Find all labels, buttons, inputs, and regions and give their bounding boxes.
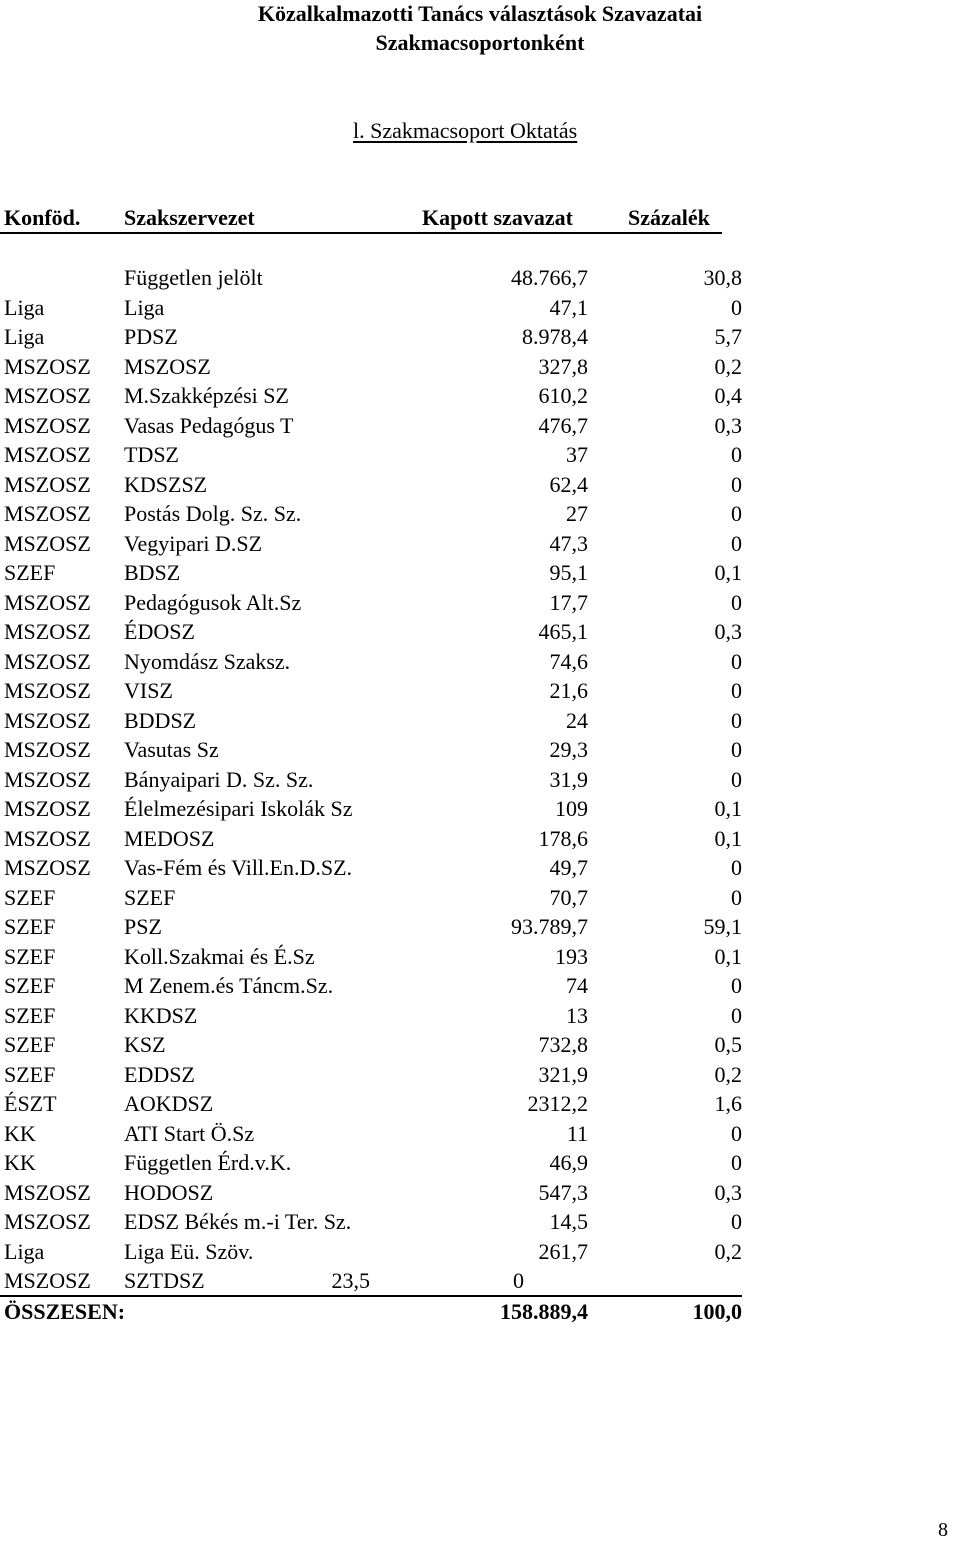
cell-szazalek: 30,8 — [703, 265, 742, 290]
cell-konfod: Liga — [4, 294, 45, 320]
table-row — [0, 352, 960, 382]
cell-szakszervezet: Vasutas Sz — [124, 737, 219, 762]
cell-szakszervezet: Független jelölt — [124, 265, 263, 290]
cell-kapott-szavazat: 23,5 — [331, 1268, 370, 1293]
cell-kapott-szavazat: 178,6 — [538, 825, 588, 851]
cell-kapott-szavazat: 93.789,7 — [511, 914, 588, 939]
cell-szakszervezet: Liga Eü. Szöv. — [124, 1238, 254, 1264]
cell-konfod: MSZOSZ — [4, 766, 91, 792]
cell-konfod: MSZOSZ — [4, 825, 91, 851]
cell-szazalek: 0 — [731, 530, 742, 556]
table-body — [0, 263, 960, 1327]
cell-szakszervezet: M.Szakképzési SZ — [124, 383, 289, 408]
cell-szakszervezet: TDSZ — [124, 442, 179, 467]
cell-konfod: MSZOSZ — [4, 471, 91, 497]
cell-kapott-szavazat: 21,6 — [549, 678, 588, 703]
cell-szakszervezet: EDSZ Békés m.-i Ter. Sz. — [124, 1209, 352, 1234]
cell-szazalek: 0,4 — [714, 383, 742, 408]
table-row — [0, 1030, 960, 1060]
table-row — [0, 706, 960, 736]
table-row — [0, 912, 960, 942]
table-row — [0, 470, 960, 500]
cell-szakszervezet: ATI Start Ö.Sz — [124, 1120, 255, 1146]
cell-szakszervezet: SZEF — [124, 884, 176, 910]
cell-konfod: KK — [4, 1150, 36, 1175]
cell-szakszervezet: Nyomdász Szaksz. — [124, 648, 291, 674]
cell-konfod: MSZOSZ — [4, 1268, 91, 1293]
page-number: 8 — [938, 1519, 948, 1541]
cell-szazalek: 0 — [731, 678, 742, 703]
cell-konfod: MSZOSZ — [4, 1209, 91, 1234]
table-row — [0, 853, 960, 883]
cell-kapott-szavazat: 74 — [566, 973, 588, 998]
cell-kapott-szavazat: 29,3 — [549, 737, 588, 762]
cell-kapott-szavazat: 193 — [555, 943, 588, 969]
cell-konfod: SZEF — [4, 973, 56, 998]
cell-szazalek: 0 — [731, 1150, 742, 1175]
table-row — [0, 588, 960, 618]
cell-kapott-szavazat: 27 — [566, 501, 588, 526]
cell-kapott-szavazat: 37 — [566, 442, 588, 467]
cell-szazalek: 0,2 — [714, 1238, 742, 1264]
cell-kapott-szavazat: 261,7 — [538, 1238, 588, 1264]
cell-szakszervezet: Postás Dolg. Sz. Sz. — [124, 501, 302, 526]
table-row — [0, 971, 960, 1001]
table-row — [0, 529, 960, 559]
cell-szakszervezet: KSZ — [124, 1032, 166, 1057]
table-row — [0, 322, 960, 352]
cell-kapott-szavazat: 24 — [566, 707, 588, 733]
cell-kapott-szavazat: 465,1 — [538, 619, 588, 644]
cell-kapott-szavazat: 327,8 — [538, 353, 588, 379]
cell-kapott-szavazat: 49,7 — [549, 855, 588, 880]
cell-szakszervezet: Vegyipari D.SZ — [124, 530, 263, 556]
table-row — [0, 765, 960, 795]
cell-konfod: MSZOSZ — [4, 353, 91, 379]
cell-szakszervezet: ÉDOSZ — [124, 619, 195, 644]
cell-konfod: MSZOSZ — [4, 796, 91, 821]
cell-konfod: MSZOSZ — [4, 648, 91, 674]
table-row — [0, 1237, 960, 1267]
cell-szakszervezet: MEDOSZ — [124, 825, 215, 851]
cell-konfod: MSZOSZ — [4, 383, 91, 408]
cell-konfod: MSZOSZ — [4, 678, 91, 703]
cell-szakszervezet: EDDSZ — [124, 1061, 195, 1087]
cell-szazalek: 0 — [731, 1209, 742, 1234]
cell-szazalek: 0,3 — [714, 619, 742, 644]
cell-kapott-szavazat: 476,7 — [538, 412, 588, 438]
cell-kapott-szavazat: 8.978,4 — [522, 324, 588, 349]
cell-kapott-szavazat: 48.766,7 — [511, 265, 588, 290]
cell-szazalek: 0 — [513, 1268, 524, 1293]
cell-konfod: ÉSZT — [4, 1091, 57, 1116]
cell-szazalek: 0,5 — [714, 1032, 742, 1057]
table-row — [0, 440, 960, 470]
table-row — [0, 263, 960, 293]
cell-szakszervezet: Koll.Szakmai és É.Sz — [124, 943, 315, 969]
cell-szazalek: 0 — [731, 648, 742, 674]
cell-szazalek: 0,1 — [714, 796, 742, 821]
total-percent: 100,0 — [692, 1298, 742, 1324]
cell-kapott-szavazat: 17,7 — [549, 589, 588, 615]
cell-szazalek: 0 — [731, 501, 742, 526]
header-szakszervezet: Szakszervezet — [124, 205, 255, 230]
document-subtitle: Szakmacsoportonként — [375, 30, 585, 55]
cell-konfod: SZEF — [4, 884, 56, 910]
cell-szazalek: 0 — [731, 766, 742, 792]
table-row — [0, 942, 960, 972]
cell-szakszervezet: MSZOSZ — [124, 353, 211, 379]
cell-szakszervezet: KDSZSZ — [124, 471, 208, 497]
cell-szakszervezet: HODOSZ — [124, 1179, 214, 1205]
cell-konfod: MSZOSZ — [4, 619, 91, 644]
table-row — [0, 1119, 960, 1149]
cell-szazalek: 0 — [731, 294, 742, 320]
cell-konfod: SZEF — [4, 943, 56, 969]
table-row — [0, 1207, 960, 1237]
table-row — [0, 1060, 960, 1090]
cell-kapott-szavazat: 31,9 — [549, 766, 588, 792]
table-row — [0, 676, 960, 706]
header-kapott-szavazat: Kapott szavazat — [422, 205, 573, 230]
cell-konfod: SZEF — [4, 914, 56, 939]
cell-konfod: MSZOSZ — [4, 737, 91, 762]
cell-szazalek: 0,1 — [714, 943, 742, 969]
cell-szakszervezet: Pedagógusok Alt.Sz — [124, 589, 302, 615]
table-row — [0, 381, 960, 411]
cell-konfod: SZEF — [4, 1032, 56, 1057]
cell-szazalek: 0,3 — [714, 1179, 742, 1205]
cell-kapott-szavazat: 70,7 — [549, 884, 588, 910]
header-szazalek: Százalék — [628, 205, 710, 230]
cell-konfod: SZEF — [4, 560, 56, 585]
total-votes: 158.889,4 — [500, 1298, 588, 1324]
cell-konfod: Liga — [4, 324, 45, 349]
table-row — [0, 1266, 742, 1297]
cell-szakszervezet: Bányaipari D. Sz. Sz. — [124, 766, 314, 792]
cell-kapott-szavazat: 2312,2 — [527, 1091, 588, 1116]
table-row — [0, 883, 960, 913]
cell-szazalek: 0 — [731, 1120, 742, 1146]
cell-szazalek: 5,7 — [714, 324, 742, 349]
cell-kapott-szavazat: 74,6 — [549, 648, 588, 674]
cell-kapott-szavazat: 14,5 — [549, 1209, 588, 1234]
table-row — [0, 558, 960, 588]
cell-szakszervezet: BDSZ — [124, 560, 181, 585]
cell-szazalek: 0 — [731, 973, 742, 998]
section-title: l. Szakmacsoport Oktatás — [353, 118, 578, 143]
cell-szakszervezet: PSZ — [124, 914, 162, 939]
cell-kapott-szavazat: 610,2 — [538, 383, 588, 408]
cell-szazalek: 1,6 — [714, 1091, 742, 1116]
cell-kapott-szavazat: 321,9 — [538, 1061, 588, 1087]
cell-konfod: MSZOSZ — [4, 501, 91, 526]
total-label: ÖSSZESEN: — [4, 1298, 126, 1324]
cell-kapott-szavazat: 47,1 — [549, 294, 588, 320]
table-header — [0, 204, 722, 234]
cell-kapott-szavazat: 11 — [566, 1120, 588, 1146]
total-row — [0, 1297, 960, 1327]
cell-szazalek: 0 — [731, 589, 742, 615]
cell-konfod: MSZOSZ — [4, 707, 91, 733]
cell-konfod: KK — [4, 1120, 36, 1146]
cell-konfod: MSZOSZ — [4, 1179, 91, 1205]
cell-kapott-szavazat: 95,1 — [549, 560, 588, 585]
cell-konfod: MSZOSZ — [4, 855, 91, 880]
table-row — [0, 1001, 960, 1031]
table-row — [0, 735, 960, 765]
table-row — [0, 824, 960, 854]
cell-konfod: MSZOSZ — [4, 589, 91, 615]
table-row — [0, 499, 960, 529]
cell-kapott-szavazat: 13 — [566, 1002, 588, 1028]
cell-szakszervezet: Független Érd.v.K. — [124, 1150, 292, 1175]
cell-szakszervezet: Élelmezésipari Iskolák Sz — [124, 796, 353, 821]
cell-szakszervezet: VISZ — [124, 678, 173, 703]
cell-szazalek: 0 — [731, 1002, 742, 1028]
table-row — [0, 1178, 960, 1208]
cell-kapott-szavazat: 47,3 — [549, 530, 588, 556]
cell-szakszervezet: M Zenem.és Táncm.Sz. — [124, 973, 334, 998]
cell-kapott-szavazat: 62,4 — [549, 471, 588, 497]
cell-szazalek: 0 — [731, 442, 742, 467]
cell-kapott-szavazat: 732,8 — [538, 1032, 588, 1057]
table-row — [0, 1148, 960, 1178]
cell-szazalek: 0,2 — [714, 1061, 742, 1087]
cell-szakszervezet: AOKDSZ — [124, 1091, 214, 1116]
cell-konfod: SZEF — [4, 1002, 56, 1028]
cell-szazalek: 0,1 — [714, 825, 742, 851]
cell-szazalek: 0,3 — [714, 412, 742, 438]
table-row — [0, 794, 960, 824]
cell-szakszervezet: SZTDSZ — [124, 1268, 205, 1293]
cell-szakszervezet: Vasas Pedagógus T — [124, 412, 294, 438]
cell-szakszervezet: Liga — [124, 294, 165, 320]
cell-konfod: MSZOSZ — [4, 530, 91, 556]
cell-szakszervezet: Vas-Fém és Vill.En.D.SZ. — [124, 855, 353, 880]
header-konfod: Konföd. — [4, 205, 81, 230]
cell-szazalek: 59,1 — [703, 914, 742, 939]
cell-szakszervezet: KKDSZ — [124, 1002, 198, 1028]
cell-kapott-szavazat: 547,3 — [538, 1179, 588, 1205]
cell-konfod: MSZOSZ — [4, 412, 91, 438]
cell-szazalek: 0,2 — [714, 353, 742, 379]
cell-szazalek: 0 — [731, 737, 742, 762]
cell-szazalek: 0 — [731, 884, 742, 910]
cell-szakszervezet: PDSZ — [124, 324, 178, 349]
cell-konfod: Liga — [4, 1238, 45, 1264]
cell-kapott-szavazat: 109 — [555, 796, 588, 821]
cell-konfod: SZEF — [4, 1061, 56, 1087]
table-row — [0, 411, 960, 441]
cell-szazalek: 0 — [731, 855, 742, 880]
cell-szazalek: 0,1 — [714, 560, 742, 585]
cell-kapott-szavazat: 46,9 — [549, 1150, 588, 1175]
table-row — [0, 647, 960, 677]
cell-konfod: MSZOSZ — [4, 442, 91, 467]
table-row — [0, 293, 960, 323]
cell-szazalek: 0 — [731, 471, 742, 497]
table-row — [0, 1089, 960, 1119]
table-row — [0, 617, 960, 647]
document-title: Közalkalmazotti Tanács választások Szavazatai — [257, 1, 703, 26]
cell-szakszervezet: BDDSZ — [124, 707, 197, 733]
cell-szazalek: 0 — [731, 707, 742, 733]
